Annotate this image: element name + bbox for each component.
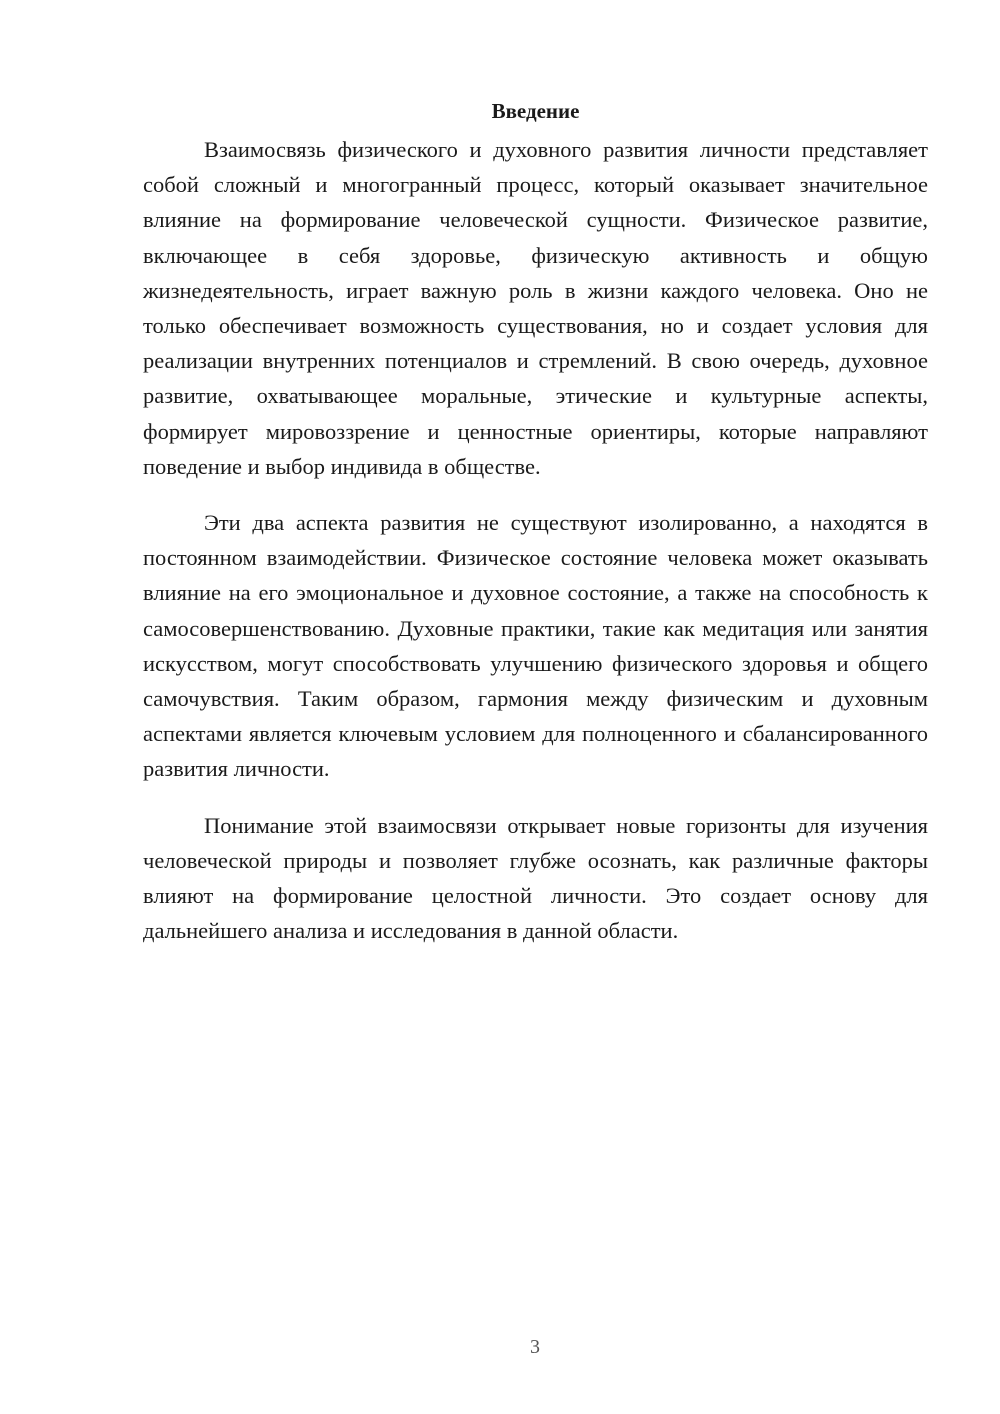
paragraph-2: Эти два аспекта развития не существуют изолированно, а находятся в постоянном взаимодействии. Физическое состояние человека может оказывать влияние на его эмоциональное и духовное состояние, а также на способность к самосовершенствованию. Духовные практики, такие как медитация или занятия искусством, могут способствовать улучшению физического здоровья и общего самочувствия. Таким образом, гармония между физическим и духовным аспектами является ключевым условием для полноценного и сбалансированного развития личности. xyxy=(143,510,928,782)
paragraph-3: Понимание этой взаимосвязи открывает новые горизонты для изучения человеческой природы и позволяет глубже осознать, как различные факторы влияют на формирование целостной личности. Это создает основу для дальнейшего анализа и исследования в данной области. xyxy=(143,812,928,944)
paragraph-1: Взаимосвязь физического и духовного развития личности представляет собой сложный и многогранный процесс, который оказывает значительное влияние на формирование человеческой сущности. Физическое развитие, включающее в себя здоровье, физическую активность и общую жизнедеятельность, играет важную роль в жизни каждого человека. Оно не только обеспечивает возможность существования, но и создает условия для реализации внутренних потенциалов и стремлений. В свою очередь, духовное развитие, охватывающее моральные, этические и культурные аспекты, формирует мировоззрение и ценностные ориентиры, которые направляют поведение и выбор индивида в обществе. xyxy=(143,137,928,479)
page-content xyxy=(143,96,928,948)
page-number: 3 xyxy=(530,1336,540,1358)
section-title: Введение xyxy=(491,99,580,123)
